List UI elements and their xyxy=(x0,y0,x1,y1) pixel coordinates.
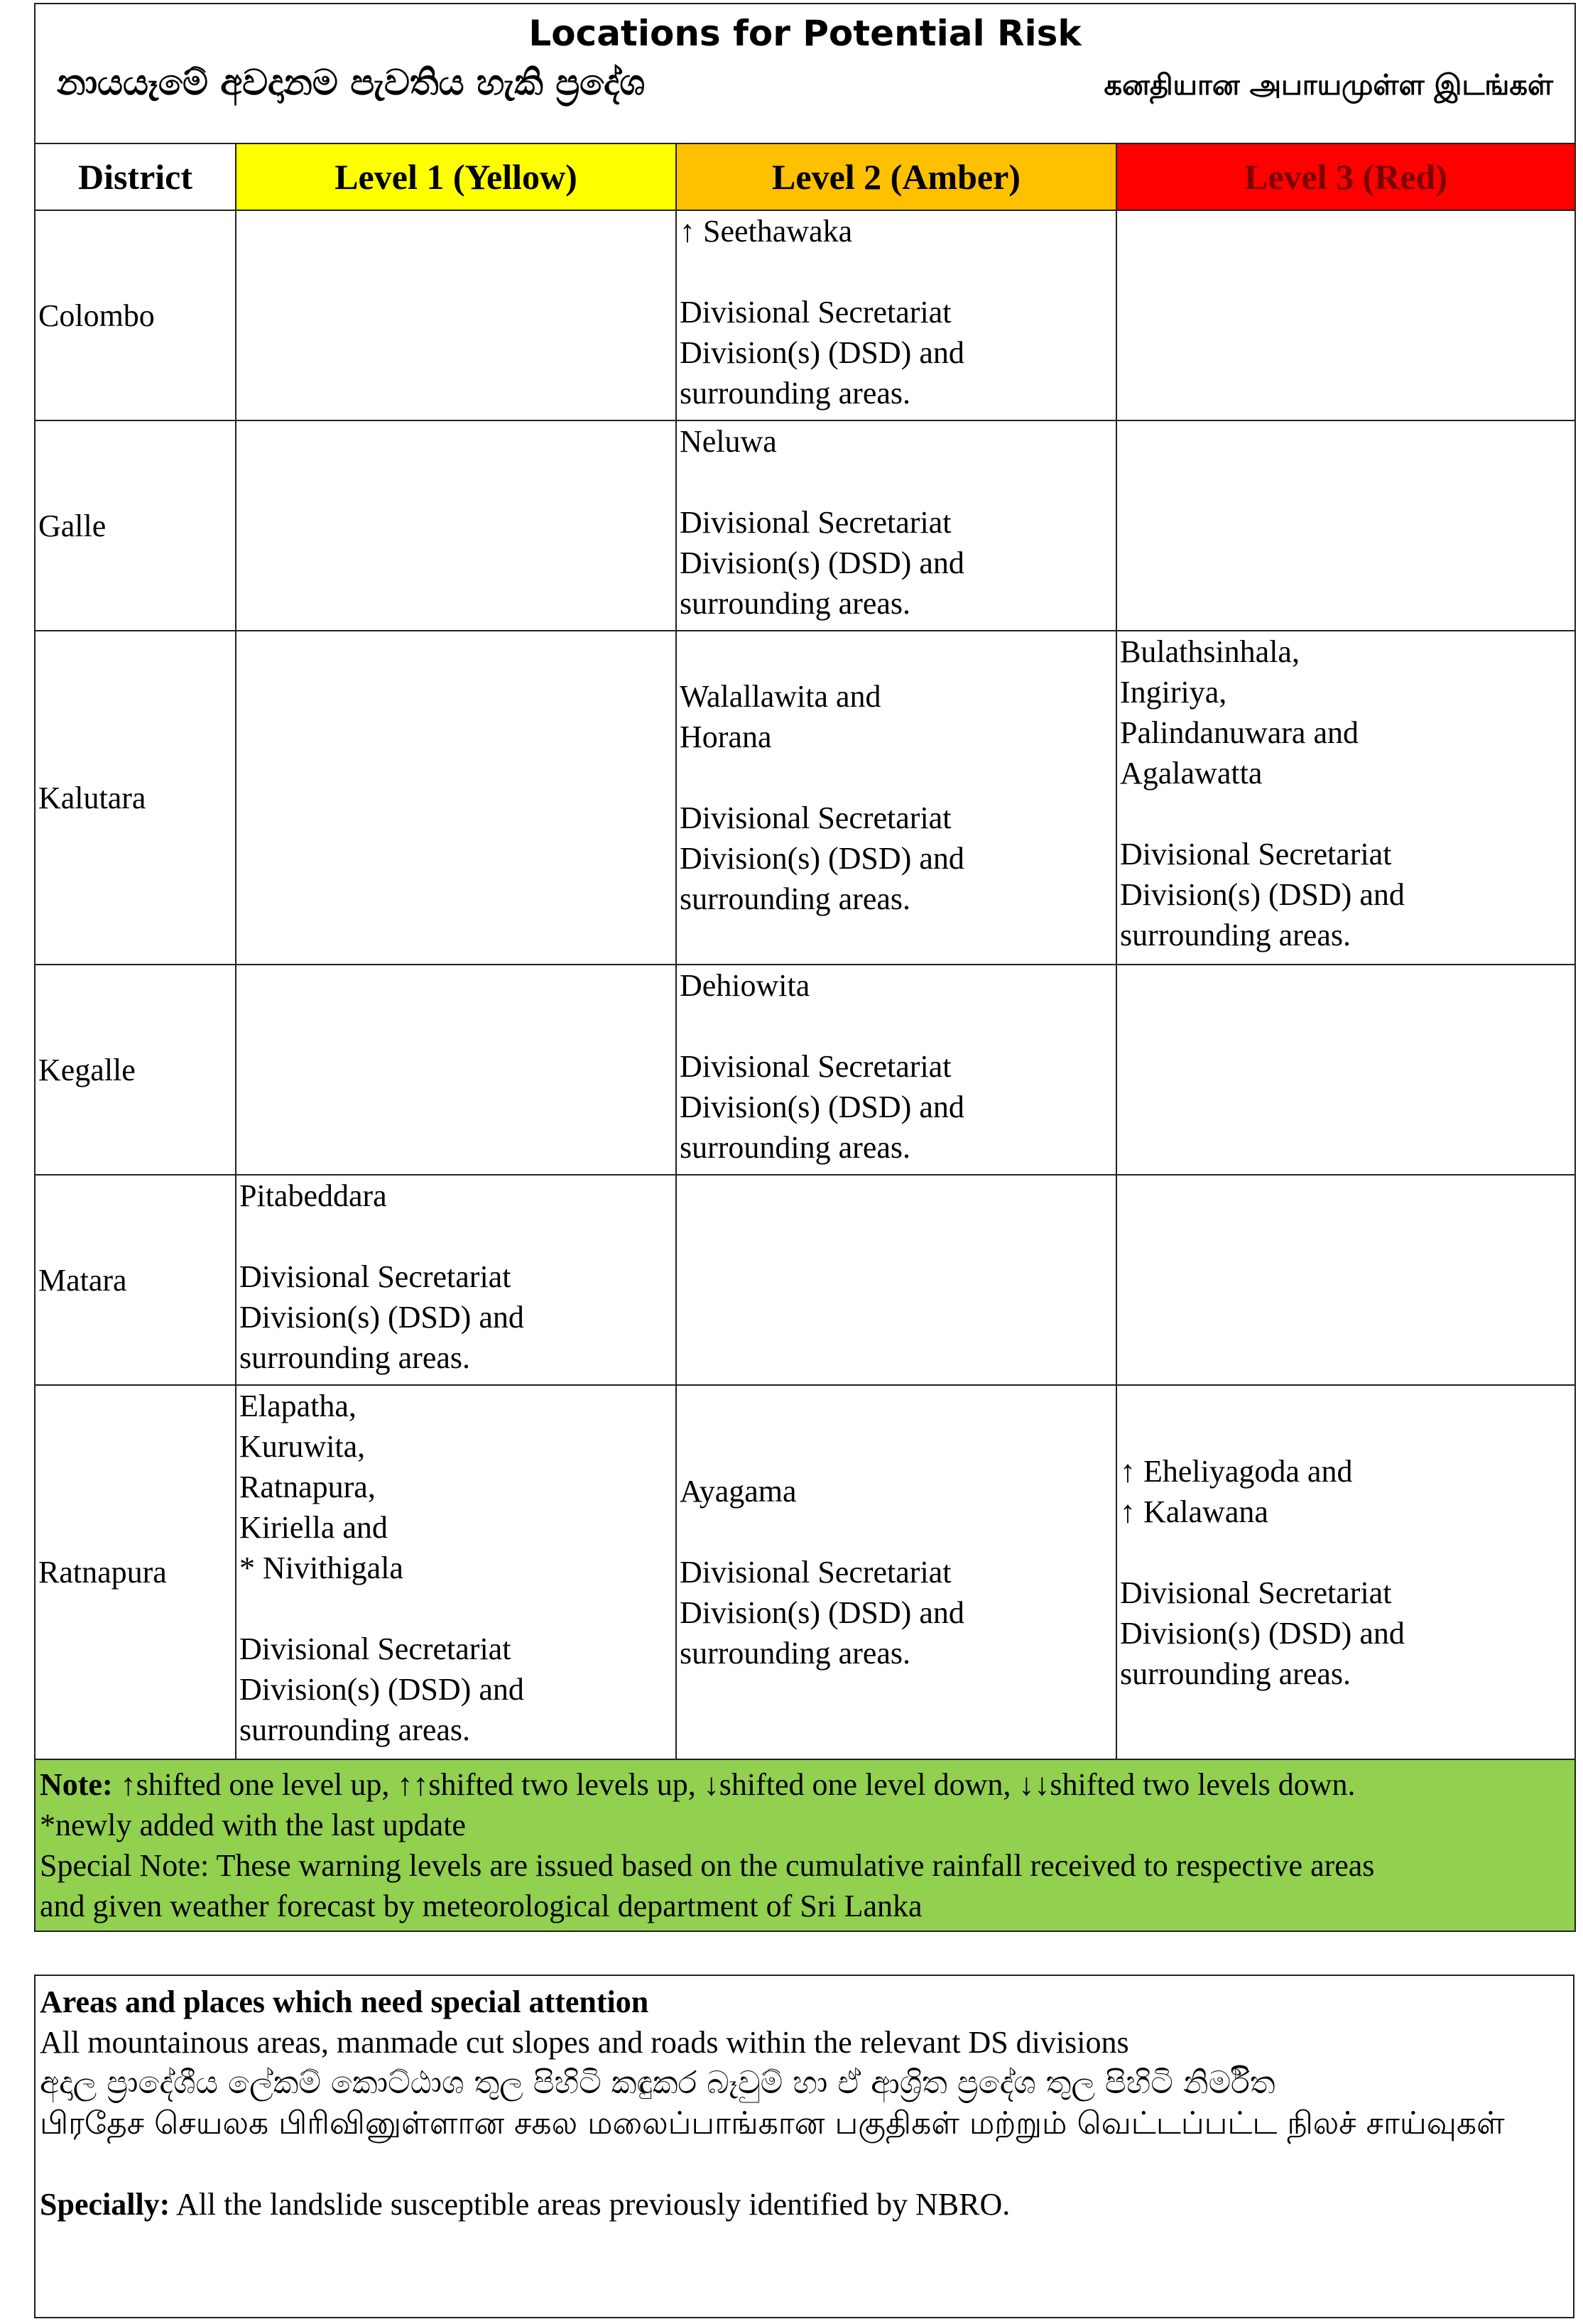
location-text: Pitabeddara xyxy=(239,1178,387,1213)
attention-specially xyxy=(40,2184,1569,2225)
location-text: Ayagama xyxy=(680,1474,797,1509)
level-2-cell xyxy=(676,210,1116,420)
dsd-text: Division(s) (DSD) and xyxy=(1120,877,1405,912)
location-text: Dehiowita xyxy=(680,968,810,1003)
district-cell: Ratnapura xyxy=(35,1385,236,1759)
level-1-cell xyxy=(236,1175,676,1385)
dsd-text: Divisional Secretariat xyxy=(239,1631,511,1666)
dsd-text: Division(s) (DSD) and xyxy=(680,545,964,580)
attention-sinhala: අදාල ප්‍රාදේශීය ලේකම් කොට්ඨාශ තුල පිහිටි කඳුකර බෑවුම් හා ඒ ආශ්‍රිත ප්‍රදේශ තුල පිහිටි නිර්මිත xyxy=(40,2065,1275,2101)
table-row xyxy=(35,210,1575,420)
dsd-text: Division(s) (DSD) and xyxy=(680,335,964,370)
table-row xyxy=(35,1175,1575,1385)
location-text: ↑ Eheliyagoda and xyxy=(1120,1453,1353,1489)
location-text: ↑ Seethawaka xyxy=(680,214,853,249)
note-line-1 xyxy=(40,1764,1570,1805)
level-3-cell xyxy=(1116,1385,1575,1759)
note-label: Note: xyxy=(40,1767,113,1802)
location-text: Kuruwita, xyxy=(239,1429,366,1464)
page-title: Locations for Potential Risk xyxy=(528,13,1082,54)
level-2-cell xyxy=(676,1385,1116,1759)
attention-title: Areas and places which need special attention xyxy=(40,1984,649,2019)
dsd-text: Division(s) (DSD) and xyxy=(1120,1615,1405,1651)
district-cell: Colombo xyxy=(35,210,236,420)
district-cell: Kegalle xyxy=(35,965,236,1175)
level-1-cell xyxy=(236,210,676,420)
level-3-cell xyxy=(1116,965,1575,1175)
district-cell: Matara xyxy=(35,1175,236,1385)
dsd-text: surrounding areas. xyxy=(680,376,911,411)
title-cell xyxy=(35,4,1575,143)
header-level-3: Level 3 (Red) xyxy=(1116,143,1575,210)
dsd-text: Divisional Secretariat xyxy=(680,505,952,540)
dsd-text: Divisional Secretariat xyxy=(239,1259,511,1294)
level-3-cell xyxy=(1116,420,1575,631)
level-1-cell xyxy=(236,1385,676,1759)
dsd-text: Divisional Secretariat xyxy=(680,295,952,330)
specially-label: Specially: xyxy=(40,2187,170,2222)
level-1-cell xyxy=(236,631,676,965)
dsd-text: Divisional Secretariat xyxy=(680,1049,952,1084)
special-note-line-2: and given weather forecast by meteorological department of Sri Lanka xyxy=(40,1889,923,1923)
district-cell: Kalutara xyxy=(35,631,236,965)
special-attention-box xyxy=(34,1975,1574,2318)
location-text: Ingiriya, xyxy=(1120,675,1227,710)
title-row xyxy=(35,4,1575,143)
location-text: Bulathsinhala, xyxy=(1120,634,1300,669)
location-text: Horana xyxy=(680,720,772,754)
table-row xyxy=(35,1385,1575,1759)
dsd-text: surrounding areas. xyxy=(239,1712,471,1747)
dsd-text: Divisional Secretariat xyxy=(680,1555,952,1590)
level-2-cell xyxy=(676,420,1116,631)
level-1-cell xyxy=(236,420,676,631)
location-text: ↑ Kalawana xyxy=(1120,1494,1268,1529)
table-row xyxy=(35,965,1575,1175)
level-2-cell xyxy=(676,965,1116,1175)
header-level-2: Level 2 (Amber) xyxy=(676,143,1116,210)
header-row xyxy=(35,143,1575,210)
note-line-2: *newly added with the last update xyxy=(40,1808,466,1842)
table-row xyxy=(35,631,1575,965)
level-3-cell xyxy=(1116,631,1575,965)
attention-english: All mountainous areas, manmade cut slopes and roads within the relevant DS divisions xyxy=(40,2025,1129,2060)
location-text: Ratnapura, xyxy=(239,1470,376,1504)
dsd-text: Division(s) (DSD) and xyxy=(680,841,964,876)
dsd-text: Division(s) (DSD) and xyxy=(239,1300,524,1335)
dsd-text: surrounding areas. xyxy=(239,1340,471,1375)
level-3-cell xyxy=(1116,1175,1575,1385)
dsd-text: Divisional Secretariat xyxy=(1120,837,1392,872)
district-cell: Galle xyxy=(35,420,236,631)
dsd-text: surrounding areas. xyxy=(680,1130,911,1165)
note-row xyxy=(35,1759,1575,1931)
risk-locations-table xyxy=(34,3,1576,1932)
dsd-text: Divisional Secretariat xyxy=(1120,1575,1392,1610)
dsd-text: surrounding areas. xyxy=(1120,918,1351,952)
header-level-1: Level 1 (Yellow) xyxy=(236,143,676,210)
note-box xyxy=(35,1759,1575,1931)
dsd-text: surrounding areas. xyxy=(680,881,911,916)
specially-text: All the landslide susceptible areas previously identified by NBRO. xyxy=(170,2187,1011,2222)
location-text: Agalawatta xyxy=(1120,756,1263,791)
table-row xyxy=(35,420,1575,631)
attention-tamil: பிரதேச செயலக பிரிவினுள்ளான சகல மலைப்பாங்கான பகுதிகள் மற்றும் வெட்டப்பட்ட நிலச் சாய்வுகள் xyxy=(40,2105,1505,2141)
note-legend-text: ↑shifted one level up, ↑↑shifted two levels up, ↓shifted one level down, ↓↓shifted two levels down. xyxy=(112,1767,1356,1802)
location-text: Elapatha, xyxy=(239,1389,357,1423)
level-3-cell xyxy=(1116,210,1575,420)
level-2-cell xyxy=(676,1175,1116,1385)
location-text: Walallawita and xyxy=(680,679,881,714)
title-sinhala: නායයෑමේ අවදානම පැවතිය හැකි ප්‍රදේශ xyxy=(57,62,646,103)
location-text: * Nivithigala xyxy=(239,1551,403,1585)
dsd-text: surrounding areas. xyxy=(680,586,911,621)
location-text: Kiriella and xyxy=(239,1510,388,1545)
level-2-cell xyxy=(676,631,1116,965)
level-1-cell xyxy=(236,965,676,1175)
location-text: Neluwa xyxy=(680,424,777,459)
dsd-text: Division(s) (DSD) and xyxy=(680,1595,964,1630)
location-text: Palindanuwara and xyxy=(1120,715,1359,750)
header-district: District xyxy=(35,143,236,210)
title-tamil: கனதியான அபாயமுள்ள இடங்கள் xyxy=(1104,69,1553,102)
dsd-text: surrounding areas. xyxy=(1120,1656,1351,1691)
dsd-text: Division(s) (DSD) and xyxy=(239,1672,524,1707)
dsd-text: Division(s) (DSD) and xyxy=(680,1090,964,1124)
dsd-text: Divisional Secretariat xyxy=(680,800,952,835)
special-note-line-1: Special Note: These warning levels are issued based on the cumulative rainfall received to respective areas xyxy=(40,1848,1375,1883)
dsd-text: surrounding areas. xyxy=(680,1636,911,1671)
